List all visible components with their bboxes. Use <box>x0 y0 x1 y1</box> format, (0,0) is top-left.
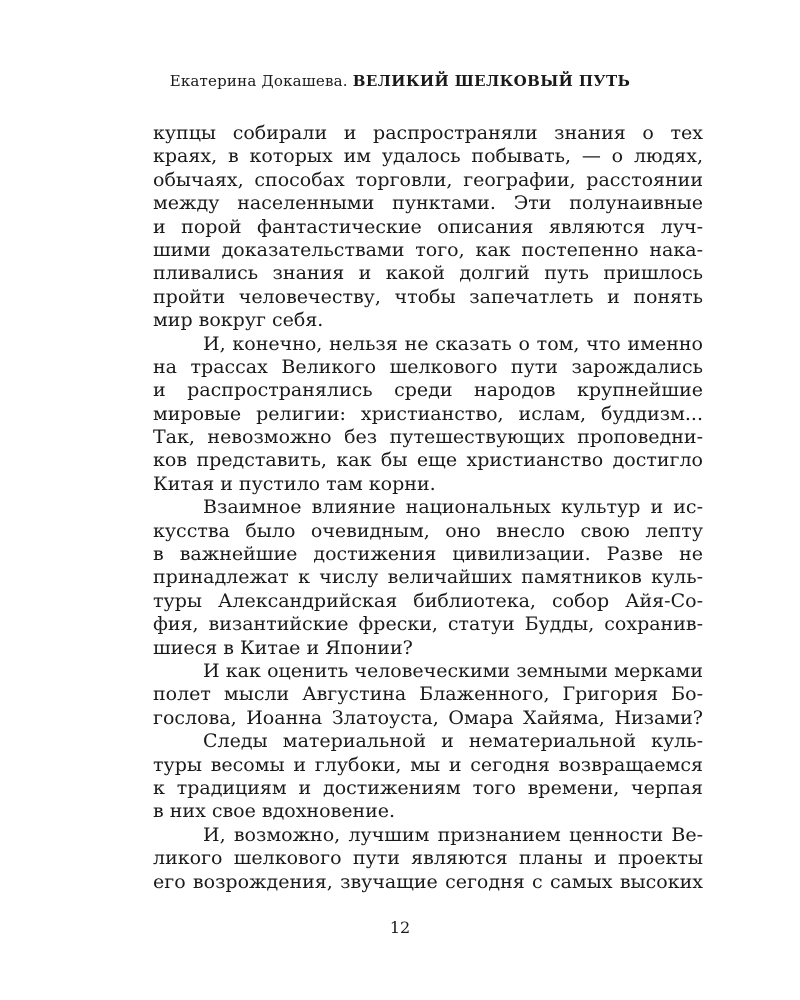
text-line: купцы собирали и распространяли знания о тех <box>153 122 703 144</box>
text-line: Так, невозможно без путешествующих проповедни- <box>153 426 703 449</box>
text-line: И как оценить человеческими земными мерками <box>203 659 703 682</box>
text-line: И, конечно, нельзя не сказать о том, что именно <box>203 332 703 355</box>
text-line: между населенными пунктами. Эти полунаивные <box>153 192 703 215</box>
running-head-title: ВЕЛИКИЙ ШЕЛКОВЫЙ ПУТЬ <box>352 72 631 90</box>
text-line: принадлежат к числу величайших памятников куль- <box>153 566 703 589</box>
text-line: ликого шелкового пути являются планы и проекты <box>153 847 703 870</box>
text-line: пройти человечеству, чтобы запечатлеть и понять <box>153 285 703 308</box>
running-head <box>0 72 800 90</box>
text-line: и распространялись среди народов крупнейшие <box>153 379 703 402</box>
text-line: Китая и пустило там корни. <box>153 472 436 495</box>
text-line: фия, византийские фрески, статуи Будды, сохранив- <box>153 613 703 636</box>
text-line: Следы материальной и нематериальной куль- <box>203 730 703 753</box>
text-line: мир вокруг себя. <box>153 309 324 332</box>
page-number: 12 <box>389 918 411 937</box>
text-line: мировые религии: христианство, ислам, буддизм... <box>153 402 703 425</box>
text-line: туры Александрийская библиотека, собор Айя-Со- <box>153 589 703 612</box>
text-line: полет мысли Августина Блаженного, Григория Бо- <box>153 683 703 706</box>
text-line: пливались знания и какой долгий путь пришлось <box>153 262 703 285</box>
text-line: краях, в которых им удалось побывать, — о людях, <box>153 145 703 168</box>
body-text <box>153 122 703 894</box>
text-line: шими доказательствами того, как постепенно нака- <box>153 238 703 261</box>
text-line: Взаимное влияние национальных культур и ис- <box>203 496 703 519</box>
text-line: И, возможно, лучшим признанием ценности Ве- <box>203 823 703 846</box>
text-line: в важнейшие достижения цивилизации. Разве не <box>153 543 703 566</box>
text-line: шиеся в Китае и Японии? <box>153 636 413 659</box>
text-line: обычаях, способах торговли, географии, расстоянии <box>153 168 703 191</box>
text-line: и порой фантастические описания являются луч- <box>153 215 703 238</box>
text-line: на трассах Великого шелкового пути зарождались <box>153 355 703 378</box>
text-line: его возрождения, звучащие сегодня с самых высоких <box>153 870 703 893</box>
text-line: к традициям и достижениям того времени, черпая <box>153 776 703 799</box>
text-line: кусства было очевидным, оно внесло свою лепту <box>153 519 703 542</box>
text-line: ков представить, как бы еще христианство достигло <box>153 449 703 472</box>
text-line: в них свое вдохновение. <box>153 800 396 823</box>
running-head-author: Екатерина Докашева. <box>169 72 348 90</box>
text-line: гослова, Иоанна Златоуста, Омара Хайяма, Низами? <box>153 706 703 729</box>
text-line: туры весомы и глубоки, мы и сегодня возвращаемся <box>153 753 703 776</box>
